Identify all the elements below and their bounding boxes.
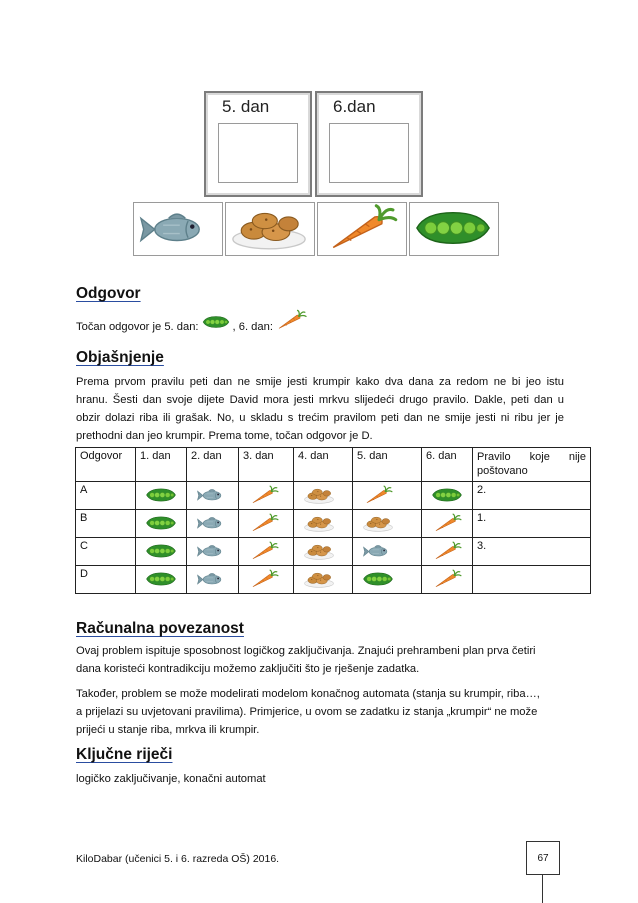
food-cell [187, 482, 239, 510]
violated-rule [473, 566, 591, 594]
rule-header-word: nije [568, 451, 586, 463]
computing-line: dana koristeći kontradikciju možemo zaključiti što je rješenje zadatka. [76, 663, 420, 675]
food-cell [353, 566, 422, 594]
fish-icon [195, 513, 229, 533]
carrot-icon [247, 485, 281, 505]
table-header: 4. dan [294, 448, 353, 482]
fish-icon [195, 485, 229, 505]
day6-frame [315, 91, 423, 197]
day6-answer-box [329, 123, 409, 183]
food-cell [136, 510, 187, 538]
explanation-heading: Objašnjenje [76, 349, 164, 366]
day6-label: 6.dan [333, 97, 376, 116]
food-cell [294, 510, 353, 538]
answer-text-before: Točan odgovor je 5. dan: [76, 321, 199, 333]
potatoes-icon [361, 513, 395, 533]
carrot-icon [430, 541, 464, 561]
table-header: 5. dan [353, 448, 422, 482]
carrot-icon [247, 541, 281, 561]
carrot-icon [318, 203, 404, 253]
potatoes-card [225, 202, 315, 256]
answer-text-middle: , 6. dan: [232, 321, 273, 333]
computing-line: Ovaj problem ispituje sposobnost logičkog zaključivanja. Znajući prehrambeni plan prva četiri [76, 645, 536, 657]
table-row [76, 482, 591, 510]
day5-label: 5. dan [222, 97, 270, 116]
keywords-text: logičko zaključivanje, konačni automat [76, 773, 266, 785]
food-cell [294, 538, 353, 566]
answer-day6-icon [273, 307, 309, 333]
food-cell [239, 538, 294, 566]
food-cell [353, 538, 422, 566]
food-cell [136, 566, 187, 594]
peas-icon [361, 569, 395, 589]
peas-icon [430, 485, 464, 505]
computing-paragraph-2 [76, 685, 564, 739]
computing-line: prijeći u stanje riba, mrkva ili krumpir. [76, 724, 260, 736]
food-cell [422, 482, 473, 510]
table-header-rule [473, 448, 591, 482]
computing-line: a prijelazi su uvjetovani pravilima). Primjerice, u ovom se zadatku iz stanja „krumpir“ ne može [76, 706, 538, 718]
potatoes-icon [302, 485, 336, 505]
fish-card [133, 202, 223, 256]
food-cell [353, 482, 422, 510]
peas-icon [144, 541, 178, 561]
carrot-icon [361, 485, 395, 505]
food-cell [422, 510, 473, 538]
table-header: Odgovor [76, 448, 136, 482]
answer-option-label: C [76, 538, 136, 566]
page-number-line [542, 875, 543, 903]
computing-line: Također, problem se može modelirati modelom konačnog automata (stanja su krumpir, riba…, [76, 688, 540, 700]
table-header: 6. dan [422, 448, 473, 482]
peas-icon [144, 569, 178, 589]
answers-table [75, 447, 591, 594]
food-cell [239, 566, 294, 594]
computing-paragraph-1 [76, 642, 564, 678]
explanation-line: obzir dolazi riba ili grašak. No, u skladu s trećim pravilom peti dan ne smije jesti ni ribu jer je [76, 412, 564, 424]
answer-text [76, 318, 564, 336]
keywords-heading: Ključne riječi [76, 746, 173, 763]
food-cell [239, 510, 294, 538]
carrot-icon [247, 513, 281, 533]
page-number: 67 [526, 841, 560, 875]
carrot-icon [430, 569, 464, 589]
peas-icon [144, 485, 178, 505]
explanation-line: Prema prvom pravilu peti dan ne smije jesti krumpir kako dva dana za redom ne bi jeo istu [76, 376, 564, 388]
answer-option-label: D [76, 566, 136, 594]
carrot-icon [247, 569, 281, 589]
peas-card [409, 202, 499, 256]
rule-header-line2: poštovano [477, 465, 528, 477]
fish-icon [361, 541, 395, 561]
potatoes-icon [302, 541, 336, 561]
food-cell [294, 482, 353, 510]
food-cell [187, 538, 239, 566]
violated-rule: 1. [473, 510, 591, 538]
peas-icon [144, 513, 178, 533]
answer-day5-icon [199, 313, 233, 331]
carrot-card [317, 202, 407, 256]
peas-icon [410, 203, 496, 253]
table-header: 3. dan [239, 448, 294, 482]
table-row [76, 510, 591, 538]
violated-rule: 3. [473, 538, 591, 566]
food-cell [187, 510, 239, 538]
day5-frame [204, 91, 312, 197]
food-cell [239, 482, 294, 510]
food-cell [353, 510, 422, 538]
carrot-icon [430, 513, 464, 533]
answer-heading: Odgovor [76, 285, 141, 302]
food-cell [422, 538, 473, 566]
table-header: 2. dan [187, 448, 239, 482]
footer-text: KiloDabar (učenici 5. i 6. razreda OŠ) 2016. [76, 853, 280, 865]
explanation-paragraph [76, 373, 564, 445]
answer-option-label: A [76, 482, 136, 510]
food-cell [422, 566, 473, 594]
table-header-row [76, 448, 591, 482]
fish-icon [134, 203, 220, 253]
food-cell [187, 566, 239, 594]
potatoes-icon [302, 569, 336, 589]
explanation-line: prethodni dan jeo krumpir. Prema tome, točan odgovor je D. [76, 430, 373, 442]
fish-icon [195, 569, 229, 589]
food-cell [294, 566, 353, 594]
day5-answer-box [218, 123, 298, 183]
rule-header-word: Pravilo [477, 451, 511, 463]
food-cell [136, 538, 187, 566]
computing-heading: Računalna povezanost [76, 620, 244, 637]
potatoes-icon [302, 513, 336, 533]
food-cell [136, 482, 187, 510]
answer-option-label: B [76, 510, 136, 538]
table-row [76, 566, 591, 594]
violated-rule: 2. [473, 482, 591, 510]
table-row [76, 538, 591, 566]
explanation-line: hranu. Šesti dan svoje dijete David mora jesti mrkvu slijedeći drugo pravilo. Dakle, peti dan u [76, 394, 564, 406]
table-header: 1. dan [136, 448, 187, 482]
fish-icon [195, 541, 229, 561]
rule-header-word: koje [529, 451, 550, 463]
potatoes-icon [226, 203, 312, 253]
